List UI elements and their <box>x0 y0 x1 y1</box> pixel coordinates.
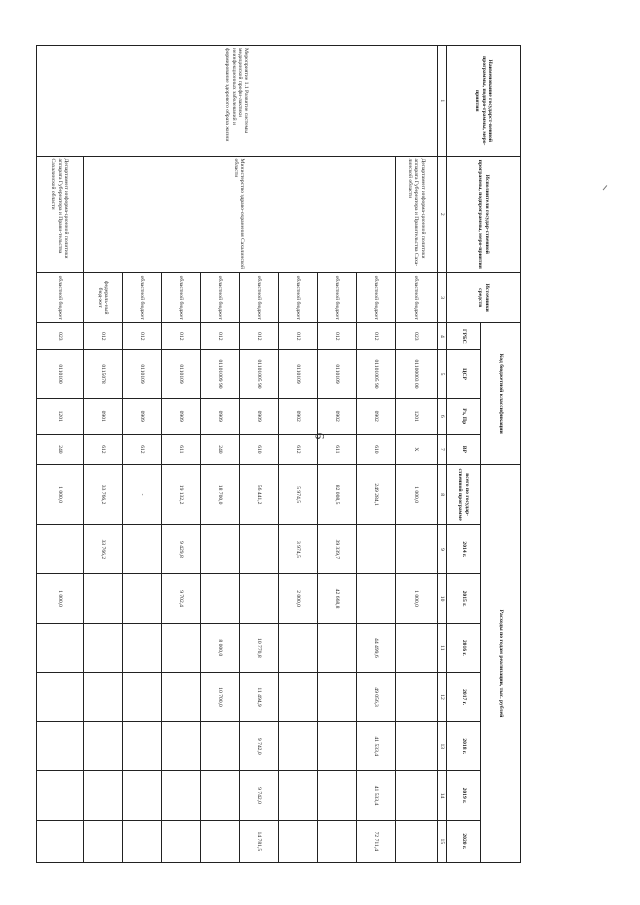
year-cell: 11 494,9 <box>239 672 278 721</box>
year-cell <box>122 623 161 672</box>
year-cell <box>395 722 437 771</box>
rzpr-cell: 0909 <box>122 398 161 434</box>
year-cell <box>278 722 317 771</box>
year-cell <box>278 771 317 820</box>
header-kbk: Код бюджетной классификации <box>481 323 521 465</box>
year-cell <box>317 672 356 721</box>
year-cell: 9 742,0 <box>239 722 278 771</box>
total-cell: 56 441,2 <box>239 464 278 524</box>
csr-cell: 0110109 <box>278 350 317 398</box>
column-number: 1 <box>437 46 446 157</box>
rzpr-cell: 0902 <box>317 398 356 434</box>
year-cell <box>239 525 278 574</box>
page-number: 6 <box>312 432 328 440</box>
year-cell <box>122 574 161 623</box>
rzpr-cell: 0909 <box>239 398 278 434</box>
source: областной бюджет <box>395 273 437 323</box>
year-cell: 1 000,0 <box>395 574 437 623</box>
year-cell <box>200 771 239 820</box>
year-cell <box>200 525 239 574</box>
year-cell: 72 711,4 <box>356 820 395 862</box>
year-cell <box>122 672 161 721</box>
column-number: 9 <box>437 525 446 574</box>
column-number: 12 <box>437 672 446 721</box>
year-cell <box>83 820 122 862</box>
header-years-group: Расходы по годам реализации, тыс. рублей <box>481 464 521 862</box>
column-number: 2 <box>437 156 446 273</box>
grbs-cell: 023 <box>36 323 83 350</box>
grbs-cell: 012 <box>317 323 356 350</box>
year-cell: 44 499,6 <box>356 623 395 672</box>
total-cell: 1 000,0 <box>395 464 437 524</box>
csr-cell: 0110109 <box>317 350 356 398</box>
year-cell <box>278 672 317 721</box>
header-year: 2017 г. <box>447 672 481 721</box>
header-year: 2020 г. <box>447 820 481 862</box>
rzpr-cell: 0901 <box>83 398 122 434</box>
executor: Департамент информа-ционной политики аппарата Губернатора и Правительства Саха-линской области <box>395 156 437 273</box>
budget-table-wrapper <box>36 45 521 863</box>
source: областной бюджет <box>122 273 161 323</box>
csr-cell: 0115078 <box>83 350 122 398</box>
executor: Департамент информа-ционной политики аппарата Губернатора и Прави-тельства Сахалинской области <box>36 156 83 273</box>
vr-cell: 610 <box>356 434 395 464</box>
grbs-cell: 012 <box>83 323 122 350</box>
year-cell <box>161 722 200 771</box>
total-cell: 33 766,2 <box>83 464 122 524</box>
header-name: Наименование государст-венной программы, подпро-граммы, меро-приятия <box>447 46 521 157</box>
csr-cell: 0110109 <box>161 350 200 398</box>
column-number-row <box>437 46 446 863</box>
year-cell <box>317 623 356 672</box>
csr-cell: 01101005 90 <box>356 350 395 398</box>
source: областной бюджет <box>278 273 317 323</box>
rzpr-cell: 1201 <box>36 398 83 434</box>
total-cell: 18 700,0 <box>200 464 239 524</box>
column-number: 8 <box>437 464 446 524</box>
column-number: 11 <box>437 623 446 672</box>
year-cell <box>356 574 395 623</box>
year-cell <box>122 525 161 574</box>
year-cell <box>122 771 161 820</box>
year-cell <box>161 672 200 721</box>
header-rzpr: Рз, Пр <box>447 398 481 434</box>
table-row <box>356 46 395 863</box>
source: областной бюджет <box>36 273 83 323</box>
header-source: Источники средств <box>447 273 521 323</box>
rzpr-cell: 0902 <box>356 398 395 434</box>
vr-cell: 610 <box>239 434 278 464</box>
grbs-cell: 012 <box>200 323 239 350</box>
source: федераль-ный бюд-жет <box>83 273 122 323</box>
year-cell <box>239 574 278 623</box>
year-cell: 1 000,0 <box>36 574 83 623</box>
year-cell: 10 700,0 <box>200 672 239 721</box>
grbs-cell: 012 <box>239 323 278 350</box>
scan-speck <box>603 185 611 193</box>
grbs-cell: 012 <box>356 323 395 350</box>
total-cell: - <box>122 464 161 524</box>
year-cell: 3 974,5 <box>278 525 317 574</box>
year-cell <box>395 623 437 672</box>
year-cell <box>36 722 83 771</box>
header-vr: ВР <box>447 434 481 464</box>
vr-cell: 611 <box>161 434 200 464</box>
year-cell <box>395 820 437 862</box>
total-cell: 19 132,2 <box>161 464 200 524</box>
year-cell: 2 000,0 <box>278 574 317 623</box>
rzpr-cell: 1201 <box>395 398 437 434</box>
year-cell: 9 742,0 <box>239 771 278 820</box>
year-cell <box>278 820 317 862</box>
total-cell: 249 284,1 <box>356 464 395 524</box>
year-cell: 9 702,4 <box>161 574 200 623</box>
column-number: 7 <box>437 434 446 464</box>
header-year: 2019 г. <box>447 771 481 820</box>
year-cell <box>395 771 437 820</box>
year-cell <box>200 820 239 862</box>
year-cell: 49 056,3 <box>356 672 395 721</box>
vr-cell: 611 <box>317 434 356 464</box>
total-cell: 82 008,5 <box>317 464 356 524</box>
csr-cell: 0110100 <box>36 350 83 398</box>
year-cell <box>200 722 239 771</box>
year-cell <box>36 623 83 672</box>
year-cell: 8 000,0 <box>200 623 239 672</box>
header-year: 2014 г. <box>447 525 481 574</box>
source: областной бюджет <box>356 273 395 323</box>
year-cell: 9 429,8 <box>161 525 200 574</box>
vr-cell: 240 <box>200 434 239 464</box>
year-cell <box>395 525 437 574</box>
measure-name: Мероприятие 1.1 Развитие системы медицинской профи-лактики неинфекционных заболеваний и формирование здорового образа жизни <box>36 46 437 157</box>
year-cell: 33 766,2 <box>83 525 122 574</box>
column-number: 4 <box>437 323 446 350</box>
header-year: 2018 г. <box>447 722 481 771</box>
year-cell <box>83 574 122 623</box>
year-cell <box>36 525 83 574</box>
vr-cell: 612 <box>83 434 122 464</box>
vr-cell: 612 <box>278 434 317 464</box>
grbs-cell: 012 <box>122 323 161 350</box>
year-cell <box>122 820 161 862</box>
vr-cell: Х <box>395 434 437 464</box>
csr-cell: 0110109 <box>122 350 161 398</box>
year-cell <box>36 672 83 721</box>
grbs-cell: 012 <box>278 323 317 350</box>
header-grbs: ГРБС <box>447 323 481 350</box>
year-cell: 41 533,4 <box>356 722 395 771</box>
column-number: 15 <box>437 820 446 862</box>
grbs-cell: 023 <box>395 323 437 350</box>
year-cell <box>278 623 317 672</box>
column-number: 6 <box>437 398 446 434</box>
year-cell <box>122 722 161 771</box>
source: областной бюджет <box>239 273 278 323</box>
year-cell: 42 668,8 <box>317 574 356 623</box>
year-cell: 14 781,5 <box>239 820 278 862</box>
grbs-cell: 012 <box>161 323 200 350</box>
year-cell <box>36 820 83 862</box>
header-year: 2015 г. <box>447 574 481 623</box>
column-number: 13 <box>437 722 446 771</box>
header-total: всего по государ-ственной программе <box>447 464 481 524</box>
executor: Министерство здраво-охранения Сахалинской области <box>83 156 395 273</box>
column-number: 14 <box>437 771 446 820</box>
rzpr-cell: 0909 <box>200 398 239 434</box>
csr-cell: 01101005 90 <box>239 350 278 398</box>
year-cell <box>83 722 122 771</box>
year-cell <box>317 820 356 862</box>
header-year: 2016 г. <box>447 623 481 672</box>
source: областной бюджет <box>161 273 200 323</box>
year-cell <box>317 722 356 771</box>
year-cell <box>83 672 122 721</box>
header-csr: ЦСР <box>447 350 481 398</box>
budget-table <box>36 45 521 863</box>
year-cell <box>83 623 122 672</box>
column-number: 3 <box>437 273 446 323</box>
year-cell <box>161 820 200 862</box>
year-cell: 10 770,8 <box>239 623 278 672</box>
year-cell <box>317 771 356 820</box>
year-cell <box>83 771 122 820</box>
column-number: 10 <box>437 574 446 623</box>
table-row <box>36 46 83 863</box>
header-executors: Исполнители государ-ственной программы, подпрограммы, меро-приятия <box>447 156 521 273</box>
source: областной бюджет <box>200 273 239 323</box>
column-number: 5 <box>437 350 446 398</box>
vr-cell: 240 <box>36 434 83 464</box>
year-cell: 41 533,4 <box>356 771 395 820</box>
year-cell <box>200 574 239 623</box>
rzpr-cell: 0902 <box>278 398 317 434</box>
rzpr-cell: 0909 <box>161 398 200 434</box>
year-cell <box>161 771 200 820</box>
year-cell <box>395 672 437 721</box>
csr-cell: 01101009 90 <box>200 350 239 398</box>
total-cell: 5 974,5 <box>278 464 317 524</box>
total-cell: 1 000,0 <box>36 464 83 524</box>
table-row <box>395 46 437 863</box>
year-cell <box>356 525 395 574</box>
vr-cell: 612 <box>122 434 161 464</box>
year-cell <box>36 771 83 820</box>
year-cell <box>161 623 200 672</box>
source: областной бюджет <box>317 273 356 323</box>
year-cell: 39 339,7 <box>317 525 356 574</box>
csr-cell: 01100003 00 <box>395 350 437 398</box>
